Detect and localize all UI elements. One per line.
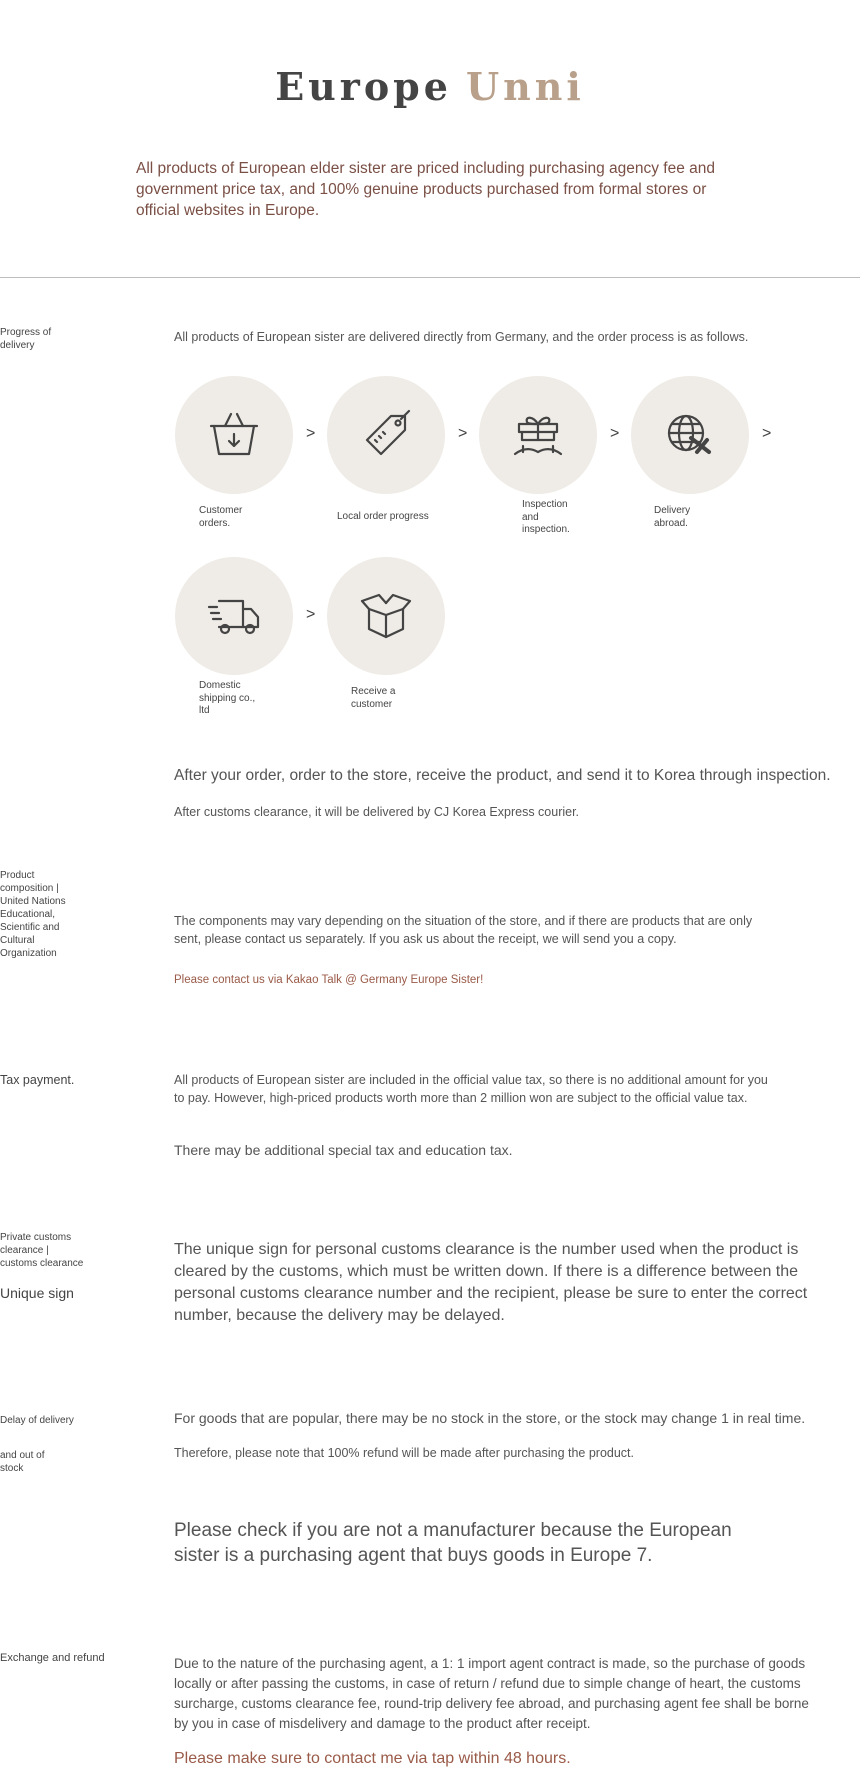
step-label: Domestic shipping co., ltd [199,680,256,716]
after-order-text: After your order, order to the store, receive the product, and send it to Korea through inspection. [174,767,831,784]
tax-text: All products of European sister are included in the official value tax, so there is no additional amount for you to pay. However, high-priced products worth more than 2 million won are subject to the official value tax. [174,1073,768,1105]
step-delivery-abroad [631,376,749,494]
stock-text: For goods that are popular, there may be no stock in the store, or the stock may change 1 in real time. [174,1410,806,1426]
gift-box-icon [509,406,567,464]
stock-refund: Therefore, please note that 100% refund will be made after purchasing the product. [174,1446,635,1460]
globe-plane-icon [661,406,719,464]
step-local-order [327,376,445,494]
intro-text: All products of European elder sister are priced including purchasing agency fee and government price tax, and 100% genuine products purchased from formal stores or official websites in Europe. [136,160,716,219]
open-box-icon [357,587,415,645]
customs-text: The unique sign for personal customs clearance is the number used when the product is cleared by the customs, which must be written down. If there is a difference between the personal customs clearance number and the recipient, please be sure to enter the correct number, because the delivery may be delayed. [174,1241,808,1324]
tax-extra: There may be additional special tax and education tax. [174,1142,513,1158]
after-customs-text: After customs clearance, it will be delivered by CJ Korea Express courier. [174,805,580,819]
step-arrow: > [762,425,772,442]
step-arrow: > [306,425,316,442]
side-label-stock-2: and out of stock [0,1450,45,1474]
composition-text: The components may vary depending on the situation of the store, and if there are products that are only sent, please contact us separately. If you ask us about the receipt, we will send you a copy. [174,914,753,946]
step-label: Local order progress [337,511,429,522]
step-label: Inspection and inspection. [522,499,570,535]
step-label: Customer orders. [199,505,243,529]
side-label-customs-big: Unique sign [0,1285,74,1301]
purchasing-agent-notice: Please check if you are not a manufacturer because the European sister is a purchasing agent that buys goods in Europe 7. [174,1520,732,1566]
step-label: Receive a customer [351,686,396,710]
delivery-truck-icon [205,587,263,645]
side-label-composition: Product composition | United Nations Educational, Scientific and Cultural Organization [0,870,66,959]
step-arrow: > [610,425,620,442]
step-receive [327,557,445,675]
side-label-exchange: Exchange and refund [0,1652,105,1664]
shopping-basket-icon [205,406,263,464]
exchange-contact: Please make sure to contact me via tap within 48 hours. [174,1750,571,1767]
side-label-tax: Tax payment. [0,1073,75,1087]
brand-title-part2: Unni [465,64,585,109]
step-customer-orders [175,376,293,494]
composition-contact: Please contact us via Kakao Talk @ Germany Europe Sister! [174,974,484,986]
section-divider [0,277,860,278]
side-label-customs-small: Private customs clearance | customs clearance [0,1232,84,1269]
step-domestic-shipping [175,557,293,675]
delivery-lead: All products of European sister are delivered directly from Germany, and the order process is as follows. [174,330,749,344]
step-arrow: > [458,425,468,442]
step-arrow: > [306,606,316,623]
price-tag-icon [357,406,415,464]
side-label-stock-1: Delay of delivery [0,1415,74,1426]
exchange-text: Due to the nature of the purchasing agent, a 1: 1 import agent contract is made, so the purchase of goods locally or after passing the customs, in case of return / refund due to simple change of heart, the customs surcharge, customs clearance fee, round-trip delivery fee abroad, and purchasing agent fee shall be borne by you in case of misdelivery and damage to the product after receipt. [174,1656,809,1731]
step-label: Delivery abroad. [654,505,691,529]
brand-title-part1: Europe [275,64,452,109]
step-inspection [479,376,597,494]
brand-title [0,64,860,109]
side-label-delivery: Progress of delivery [0,327,52,351]
